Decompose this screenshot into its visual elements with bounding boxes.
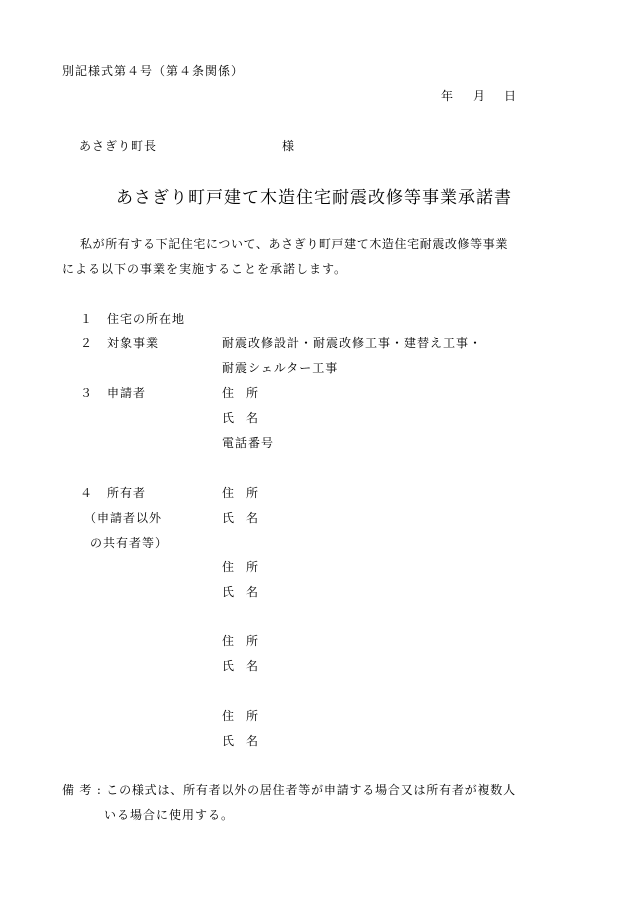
remarks-line-1: 備 考 : この様式は、所有者以外の居住者等が申請する場合又は所有者が複数人 [62,783,516,797]
owner-4-address-label: 住 所 [222,709,259,723]
owner-3-name-label: 氏 名 [222,659,259,673]
owner-3-address-label: 住 所 [222,634,259,648]
applicant-phone-label: 電話番号 [222,436,275,450]
addressee-name: あさぎり町長 [79,139,158,153]
item-2-value-line-1: 耐震改修設計・耐震改修工事・建替え工事・ [222,336,483,350]
addressee-honorific: 様 [282,139,295,153]
remarks-line-2: いる場合に使用する。 [104,808,235,822]
intro-line-1: 私が所有する下記住宅について、あさぎり町戸建て木造住宅耐震改修等事業 [80,237,508,251]
item-1-label: 住宅の所在地 [107,312,186,326]
owner-name-label: 氏 名 [222,511,259,525]
owner-2-address-label: 住 所 [222,560,259,574]
date-month: 月 [473,89,486,103]
item-4-sub-line-2: の共有者等） [90,536,169,550]
item-4-number: ４ [80,486,93,500]
item-2-value-line-2: 耐震シェルター工事 [222,361,339,375]
item-1-number: １ [80,312,93,326]
form-label: 別記様式第４号（第４条関係） [62,64,245,78]
item-2-number: ２ [80,336,93,350]
item-2-label: 対象事業 [107,336,160,350]
applicant-address-label: 住 所 [222,386,259,400]
owner-2-name-label: 氏 名 [222,585,259,599]
date-year: 年 [441,89,454,103]
item-4-sub-line-1: （申請者以外 [84,511,163,525]
item-3-number: ３ [80,386,93,400]
item-3-label: 申請者 [107,386,147,400]
date-day: 日 [504,89,517,103]
document-title: あさぎり町戸建て木造住宅耐震改修等事業承諾書 [116,188,512,208]
owner-4-name-label: 氏 名 [222,734,259,748]
intro-line-2: による以下の事業を実施することを承諾します。 [62,262,348,276]
owner-address-label: 住 所 [222,486,259,500]
applicant-name-label: 氏 名 [222,411,259,425]
item-4-label: 所有者 [107,486,147,500]
